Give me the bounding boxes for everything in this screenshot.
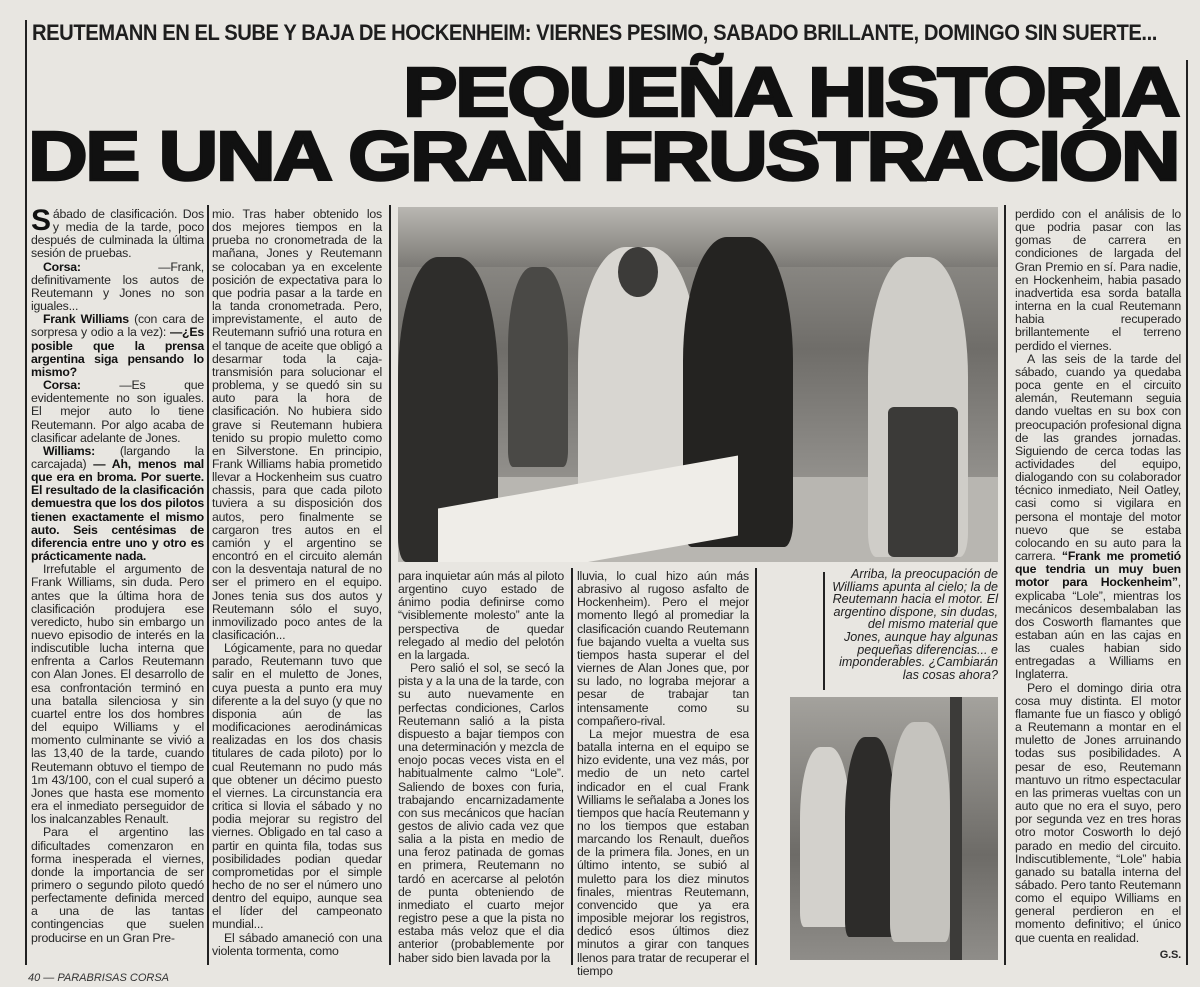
article-column-5 — [1015, 208, 1181, 962]
photo-figure-head — [618, 247, 658, 297]
bold-text-run: “Frank me prometió que tendria un muy buen motor para Hockenheim” — [1015, 549, 1181, 590]
article-paragraph — [31, 261, 204, 314]
article-paragraph — [1015, 682, 1181, 945]
caption-rule — [823, 572, 825, 690]
left-border-rule — [25, 20, 27, 965]
text-run: , explicaba “Lole”, mientras los mecánicos desembalaban las dos Cosworth flamantes que estaban aún en las cajas en las cuales habian sido entregadas a Williams en Inglaterra. — [1015, 575, 1181, 682]
author-signature: G.S. — [1159, 948, 1181, 961]
article-column-4 — [577, 570, 749, 978]
kicker-subtitle: REUTEMANN EN EL SUBE Y BAJA DE HOCKENHEIM: VIERNES PESIMO, SABADO BRILLANTE, DOMINGO SIN SUERTE... — [32, 20, 1157, 45]
page-footer: 40 — PARABRISAS CORSA — [28, 972, 170, 984]
text-run: Pero el domingo diria otra cosa muy distinta. El motor flamante fue un fiasco y obligó a Reutemann a montar en el muletto de Jones arruinando todas sus posibilidades. A pesar de eso, Reutemann mantuvo un ritmo espectacular en las primeras vueltas con un auto que no era el suyo, pero por segunda vez en tres horas otro motor Cosworth lo dejó parado en medio del circuito. Indiscutiblemente, “Lole” habia ganado su batalla interna del sábado. Pero tanto Reutemann como el equipo Williams en general perdieron en el momento definitivo; el único que cuenta en realidad. — [1015, 680, 1181, 945]
text-run: Lógicamente, para no quedar parado, Reutemann tuvo que salir en el muletto de Jones, cuya puesta a punto era muy diferente a la del suyo (y que no disponia aún de las modificaciones aerodinámicas realizadas en los dos chasis titulares de cada piloto) por lo cual Reutemann no pudo más que obtener un décimo puesto el viernes. La circunstancia era critica si llovia el sábado y no podia mejorar su registro del viernes. Obligado en tal caso a partir en quinta fila, todas sus posibilidades podian quedar comprometidas por el simple hecho de no ser el número uno dentro del equipo, aunque sea el líder del campeonato mundial... — [212, 641, 382, 932]
column-rule — [207, 205, 209, 965]
article-column-3 — [398, 570, 564, 965]
text-run: Pero salió el sol, se secó la pista y a la una de la tarde, con su auto nuevamente en perfectas condiciones, Carlos Reutemann salió a la pista dispuesto a bajar tiempos con una determinación y mezcla de enojo pocas veces vista en el habitualmente calmo “Lole”. Saliendo de boxes con furia, trabajando encarnizadamente con sus mecánicos que hacían gestos de alivio cada vez que salia a la pista en medio de una feroz patinada de gomas en primera, Reutemann no tardó en acercarse al pelotón de punta obteniendo de inmediato el cuarto mejor registro pese a que la pista no estaba más veloz que el dia anterior (probablemente por haber sido bien lavada por la — [398, 661, 564, 965]
text-run: Para el argentino las dificultades comenzaron en forma inesperada el viernes, donde la importancia de ser primero o segundo piloto quedó perfectamente definida merced a una de las tantas contingencias que suelen producirse en un Gran Pre- — [31, 825, 204, 945]
article-column-1 — [31, 204, 204, 945]
drop-cap: S — [31, 204, 51, 237]
article-paragraph — [31, 204, 204, 261]
photo-figure — [508, 267, 568, 467]
article-paragraph — [1015, 208, 1181, 353]
bold-text-run: Corsa: — [43, 259, 81, 274]
article-paragraph — [212, 208, 382, 642]
text-run: mio. Tras haber obtenido los dos mejores tiempos en la prueba no cronometrada de la mañana, Jones y Reutemann se colocaban ya en excelente posición de expectativa para lo que podria pasar a la tarde en la tanda cronometrada. Pero, imprevistamente, el auto de Reutemann sufrió una rotura en el tanque de aceite que obligó a desarmar toda la caja-transmisión para solucionar el problema, y se quedó sin su auto para la hora de clasificación. No hubiera sido grave si Reutemann hubiera tenido su propio muletto como en Silverstone. En principio, Frank Williams habia prometido llevar a Hockenheim sus cuatro chassis, para que cada piloto tuviera a su disposición dos autos, pero finalmente se cargaron tres autos en el camión y el argentino se encontró en el circuito alemán con la desventaja natural de no ser el primero en el equipo. Jones tenia sus dos autos y Reutemann sólo el suyo, inmovilizado poco antes de la clasificación... — [212, 207, 382, 642]
article-paragraph — [577, 728, 749, 978]
photo-figure — [845, 737, 895, 937]
text-run: La mejor muestra de esa batalla interna en el equipo se hizo evidente, una vez más, por medio de un neto cartel indicador en el cual Frank Williams le señalaba a Jones los tiempos que hacía Reutemann y no los tiempos que estaban marcando los Renault, dueños de la primera fila. Jones, en un último intento, se subió al muletto para los diez minutos finales, mientras Reutemann, convencido que ya era imposible mejorar los registros, dedicó esos últimos diez minutos a girar con tanques llenos para tratar de recuperar el tiempo — [577, 726, 749, 978]
main-photo-pit-scene — [398, 207, 998, 562]
text-run: (largando la carcajada) — [31, 443, 204, 471]
photo-figure — [888, 407, 958, 557]
text-run: ábado de clasificación. Dos y media de la tarde, poco después de culminada la última sesión de pruebas. — [31, 207, 204, 261]
headline-line-1: PEQUEÑA HISTORIA — [402, 53, 1178, 131]
column-rule — [571, 568, 573, 965]
bold-text-run: Williams: — [43, 443, 96, 458]
text-run: —Frank, definitivamente los autos de Reutemann y Jones no son iguales... — [31, 259, 204, 314]
article-paragraph — [31, 379, 204, 445]
photo-caption: Arriba, la preocupación de Williams apunta al cielo; la de Reutemann hacia el motor. El argentino dispone, sin dudas, del mismo material que Jones, aunque hay algunas pequeñas diferencias... e imponderables. ¿Cambiarán las cosas ahora? — [832, 567, 998, 682]
article-paragraph — [31, 445, 204, 563]
text-run: A las seis de la tarde del sábado, cuando ya quedaba poca gente en el circuito alemán, Reutemann seguia dando vueltas en su box con preocupación profesional digna de las grandes jornadas. Siguiendo de cerca todas las actividades del equipo, dialogando con su colaborador técnico inmediato, Neil Oatley, casi como si vigilara en persona el montaje del motor nuevo que se estaba colocando en su auto para la carrera. — [1015, 351, 1181, 564]
right-border-rule — [1186, 60, 1188, 965]
article-paragraph — [398, 570, 564, 662]
text-run: (con cara de sorpresa y odio a la vez): — [31, 312, 204, 340]
secondary-photo-garage — [790, 697, 998, 960]
column-rule — [1004, 205, 1006, 965]
article-paragraph — [212, 932, 382, 958]
headline-line-2: DE UNA GRAN FRUSTRACIÓN — [27, 117, 1178, 195]
photo-pillar — [950, 697, 962, 960]
text-run: El sábado amaneció con una violenta tormenta, como — [212, 930, 382, 958]
bold-text-run: — Ah, menos mal que era en broma. Por suerte. El resultado de la clasificación demuestra que los dos pilotos tienen exactamente el mismo auto. Seis centésimas de diferencia entre uno y otro es prácticamente nada. — [31, 456, 204, 564]
article-paragraph — [1015, 353, 1181, 682]
column-rule — [755, 568, 757, 965]
bold-text-run: Corsa: — [43, 378, 81, 393]
article-paragraph — [577, 570, 749, 728]
text-run: perdido con el análisis de lo que podria pasar con las gomas de carrera en condiciones de largada del Gran Premio en sí. Para nadie, en Hockenheim, habia pasado inadvertida esa sorda batalla interna en la cual Reutemann habia recuperado brillantemente el terreno perdido el viernes. — [1015, 207, 1181, 353]
photo-figure — [890, 722, 950, 942]
bold-text-run: Frank Williams — [43, 312, 129, 327]
text-run: Irrefutable el argumento de Frank Williams, sin duda. Pero antes que la última hora de clasificación produjera ese veredicto, hubo sin embargo un nuevo episodio de interés en la indiscutible lucha interna que enfrenta a Carlos Reutemann con Alan Jones. El desarrollo de esa confrontación terminó en una batalla silenciosa y sin cuartel entre los dos hombres del equipo Williams y el momento culminante se vivió a las 13,40 de la tarde, cuando Reutemann obtuvo el tiempo de 1m 43/100, con el cual superó a Jones que hasta ese momento era el inmediato perseguidor de los inalcanzables Renault. — [31, 562, 204, 827]
article-paragraph — [31, 313, 204, 379]
photo-figure — [800, 747, 850, 927]
text-run: para inquietar aún más al piloto argentino cuyo estado de ánimo podia definirse como “visiblemente molesto” ante la perspectiva de quedar relegado al medio del pelotón en la largada. — [398, 569, 564, 662]
text-run: lluvia, lo cual hizo aún más abrasivo al rugoso asfalto de Hockenheim). Pero el mejor momento llegó al promediar la clasificación cuando Reutemann fue bajando vuelta a vuelta sus tiempos hasta superar el del viernes de Alan Jones que, por su lado, no lograba mejorar a pesar de trabajar tan intensamente como su compañero-rival. — [577, 569, 749, 728]
bold-text-run: —¿Es posible que la prensa argentina siga pensando lo mismo? — [31, 325, 204, 379]
article-paragraph — [212, 642, 382, 931]
article-column-2 — [212, 208, 382, 958]
column-rule — [389, 205, 391, 965]
article-paragraph — [31, 826, 204, 944]
text-run: —Es que evidentemente no son iguales. El mejor auto lo tiene Reutemann. Por algo acaba de clasificar adelante de Jones. — [31, 378, 204, 445]
article-paragraph — [398, 662, 564, 965]
article-paragraph — [31, 563, 204, 826]
